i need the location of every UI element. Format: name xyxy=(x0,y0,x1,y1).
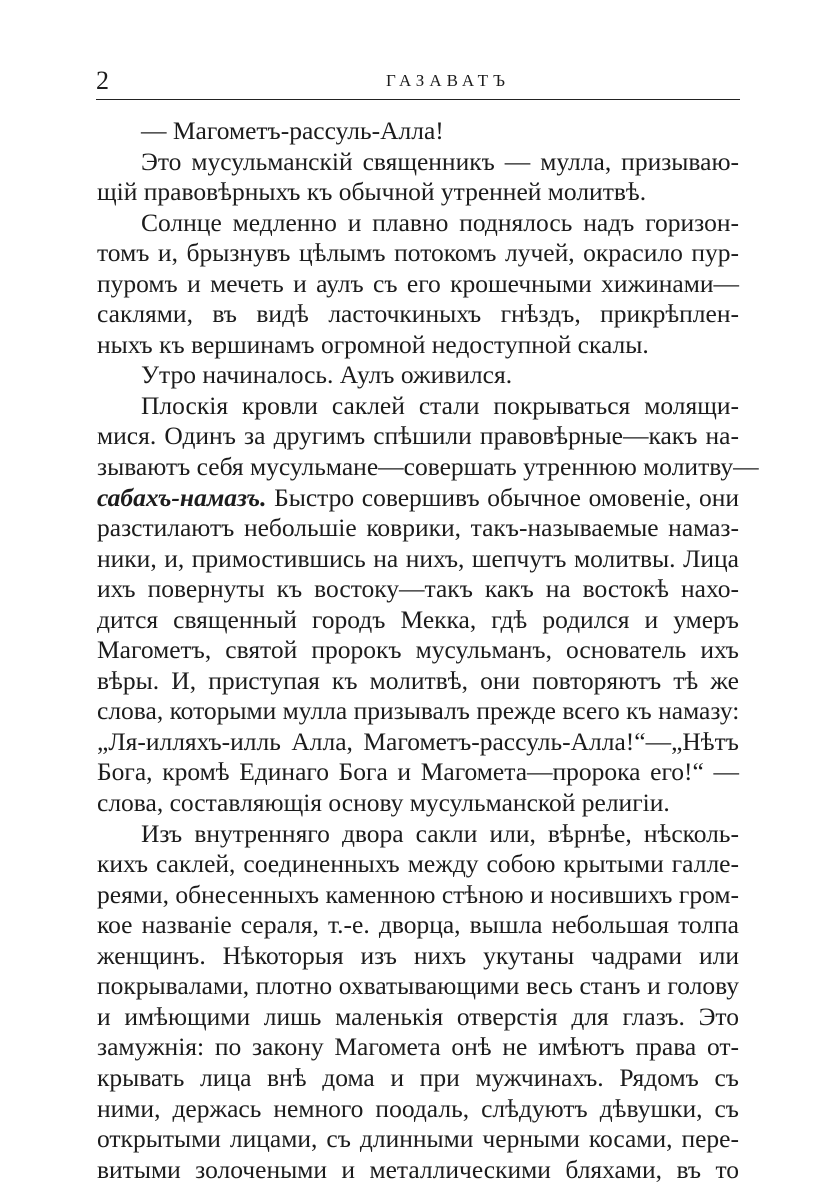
text-line xyxy=(97,757,739,788)
text-line xyxy=(97,1155,739,1186)
text-line xyxy=(97,299,739,330)
text-line xyxy=(97,696,739,727)
line-text: дится священный городъ Мекка, гдѣ родился и умеръ xyxy=(97,604,739,634)
text-line xyxy=(97,666,739,697)
line-text: слова, которыми мулла призывалъ прежде всего къ намазу: xyxy=(97,696,740,726)
text-line xyxy=(97,849,739,880)
text-line xyxy=(97,177,739,208)
running-head xyxy=(96,66,740,98)
line-text: Магометъ, святой пророкъ мусульманъ, основатель ихъ xyxy=(97,635,739,665)
line-text: Утро начиналось. Аулъ оживился. xyxy=(141,360,513,390)
text-line xyxy=(97,116,739,147)
line-text: кое названіе сераля, т.-е. дворца, вышла небольшая толпа xyxy=(97,910,739,940)
line-text: открытыми лицами, съ длинными черными косами, пере- xyxy=(97,1124,739,1154)
line-text: — Магометъ-рассуль-Алла! xyxy=(141,116,444,145)
text-line xyxy=(97,788,739,819)
line-text: ихъ повернуты къ востоку—такъ какъ на востокѣ нахо- xyxy=(97,574,739,604)
text-line xyxy=(97,544,739,575)
text-line xyxy=(97,391,739,422)
line-text: замужнія: по закону Магомета онѣ не имѣютъ права от- xyxy=(97,1032,739,1062)
page-number: 2 xyxy=(96,66,109,95)
line-text: Быстро совершивъ обычное омовеніе, они xyxy=(266,482,739,512)
text-line xyxy=(97,208,739,239)
line-text: щій правовѣрныхъ къ обычной утренней молитвѣ. xyxy=(97,177,647,207)
line-text: разстилаютъ небольшіе коврики, такъ-называемые намаз- xyxy=(97,513,739,543)
text-line xyxy=(97,1063,739,1094)
text-line xyxy=(97,330,739,361)
header-rule xyxy=(96,99,740,100)
text-line xyxy=(97,971,739,1002)
line-text: покрывалами, плотно охватывающими весь станъ и голову xyxy=(97,971,739,1001)
text-line xyxy=(97,483,739,514)
line-text: и имѣющими лишь маленькія отверстія для глазъ. Это xyxy=(97,1001,739,1031)
emphasized-term: сабахъ-намазъ. xyxy=(97,482,267,512)
text-line xyxy=(97,269,739,300)
line-text: пуромъ и мечеть и аулъ съ его крошечными хижинами— xyxy=(97,268,739,298)
line-text: ними, держась немного поодаль, слѣдуютъ дѣвушки, съ xyxy=(97,1093,739,1123)
text-line xyxy=(97,1002,739,1033)
line-text: женщинъ. Нѣкоторыя изъ нихъ укутаны чадрами или xyxy=(97,940,739,970)
line-text: витыми золочеными и металлическими бляхами, въ то xyxy=(97,1154,739,1184)
line-text: саклями, въ видѣ ласточкиныхъ гнѣздъ, прикрѣплен- xyxy=(97,299,739,329)
running-title: ГАЗАВАТЪ xyxy=(385,71,511,90)
line-text: Это мусульманскій священникъ — мулла, призываю- xyxy=(141,146,739,176)
line-text: Плоскія кровли саклей стали покрываться молящи- xyxy=(141,390,739,420)
line-text: ники, и, примостившись на нихъ, шепчутъ молитвы. Лица xyxy=(97,543,739,573)
text-line xyxy=(97,360,739,391)
text-line xyxy=(97,513,739,544)
line-text: реями, обнесенныхъ каменною стѣною и носившихъ гром- xyxy=(97,879,739,909)
line-text: томъ и, брызнувъ цѣлымъ потокомъ лучей, окрасило пур- xyxy=(97,238,739,268)
text-line xyxy=(97,819,739,850)
line-text: зываютъ себя мусульмане—совершать утреннюю молитву— xyxy=(97,452,759,482)
text-line xyxy=(97,1094,739,1125)
line-text: вѣры. И, приступая къ молитвѣ, они повторяютъ тѣ же xyxy=(97,665,739,695)
text-line xyxy=(97,574,739,605)
text-line xyxy=(97,421,739,452)
line-text: ныхъ къ вершинамъ огромной недоступной скалы. xyxy=(97,329,649,359)
line-text: Бога, кромѣ Единаго Бога и Магомета—пророка его!“ — xyxy=(97,757,739,787)
text-line xyxy=(97,1124,739,1155)
text-line xyxy=(97,910,739,941)
body-text xyxy=(97,116,759,1185)
line-text: Изъ внутренняго двора сакли или, вѣрнѣе, нѣсколь- xyxy=(141,818,739,848)
text-line xyxy=(97,635,739,666)
line-text: мися. Одинъ за другимъ спѣшили правовѣрные—какъ на- xyxy=(97,421,739,451)
line-text: слова, составляющія основу мусульманской религіи. xyxy=(97,788,670,818)
text-line xyxy=(97,238,739,269)
line-text: крывать лица внѣ дома и при мужчинахъ. Рядомъ съ xyxy=(97,1062,739,1092)
text-line xyxy=(97,880,739,911)
line-text: „Ля-илляхъ-илль Алла, Магометъ-рассуль-Алла!“—„Нѣтъ xyxy=(97,726,739,756)
text-line xyxy=(97,452,759,483)
text-line xyxy=(97,727,739,758)
line-text: кихъ саклей, соединенныхъ между собою крытыми галле- xyxy=(97,849,739,879)
text-line xyxy=(97,1032,739,1063)
line-text: Солнце медленно и плавно поднялось надъ горизон- xyxy=(141,207,739,237)
text-line xyxy=(97,147,739,178)
text-line xyxy=(97,605,739,636)
text-line xyxy=(97,941,739,972)
